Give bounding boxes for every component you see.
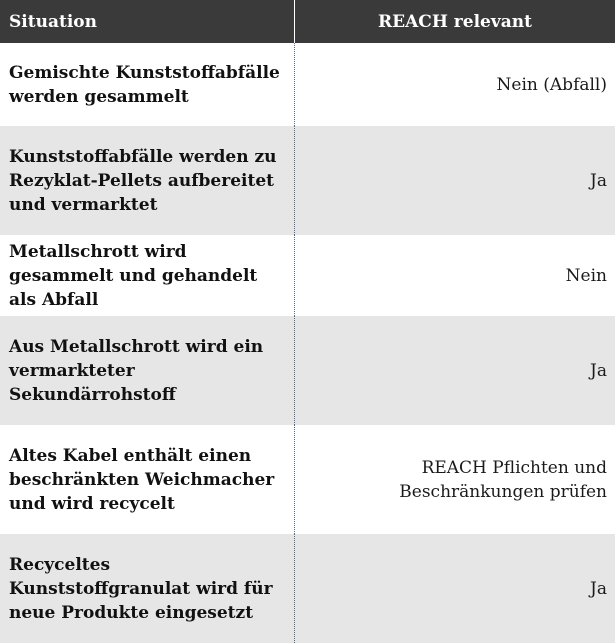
reach-cell: Ja [295,316,616,425]
reach-cell: Ja [295,126,616,235]
situation-cell: Aus Metallschrott wird ein vermarkteter Sekundärrohstoff [0,316,295,425]
table-row [0,126,615,235]
table-row [0,43,615,126]
header-row [0,0,615,43]
situation-cell: Recyceltes Kunststoffgranulat wird für neue Produkte eingesetzt [0,534,295,643]
table-row [0,316,615,425]
situation-cell: Metallschrott wird gesammelt und gehandelt als Abfall [0,235,295,316]
reach-cell: Nein (Abfall) [295,43,616,126]
situation-cell: Gemischte Kunststoffabfälle werden gesammelt [0,43,295,126]
table-row [0,534,615,643]
header-situation: Situation [0,0,295,43]
situation-cell: Kunststoffabfälle werden zu Rezyklat-Pellets aufbereitet und vermarktet [0,126,295,235]
reach-cell: Nein [295,235,616,316]
reach-cell: REACH Pflichten und Beschränkungen prüfen [295,425,616,534]
reach-cell: Ja [295,534,616,643]
table-row [0,425,615,534]
header-reach-relevant: REACH relevant [295,0,616,43]
situation-cell: Altes Kabel enthält einen beschränkten Weichmacher und wird recycelt [0,425,295,534]
table-row [0,235,615,316]
